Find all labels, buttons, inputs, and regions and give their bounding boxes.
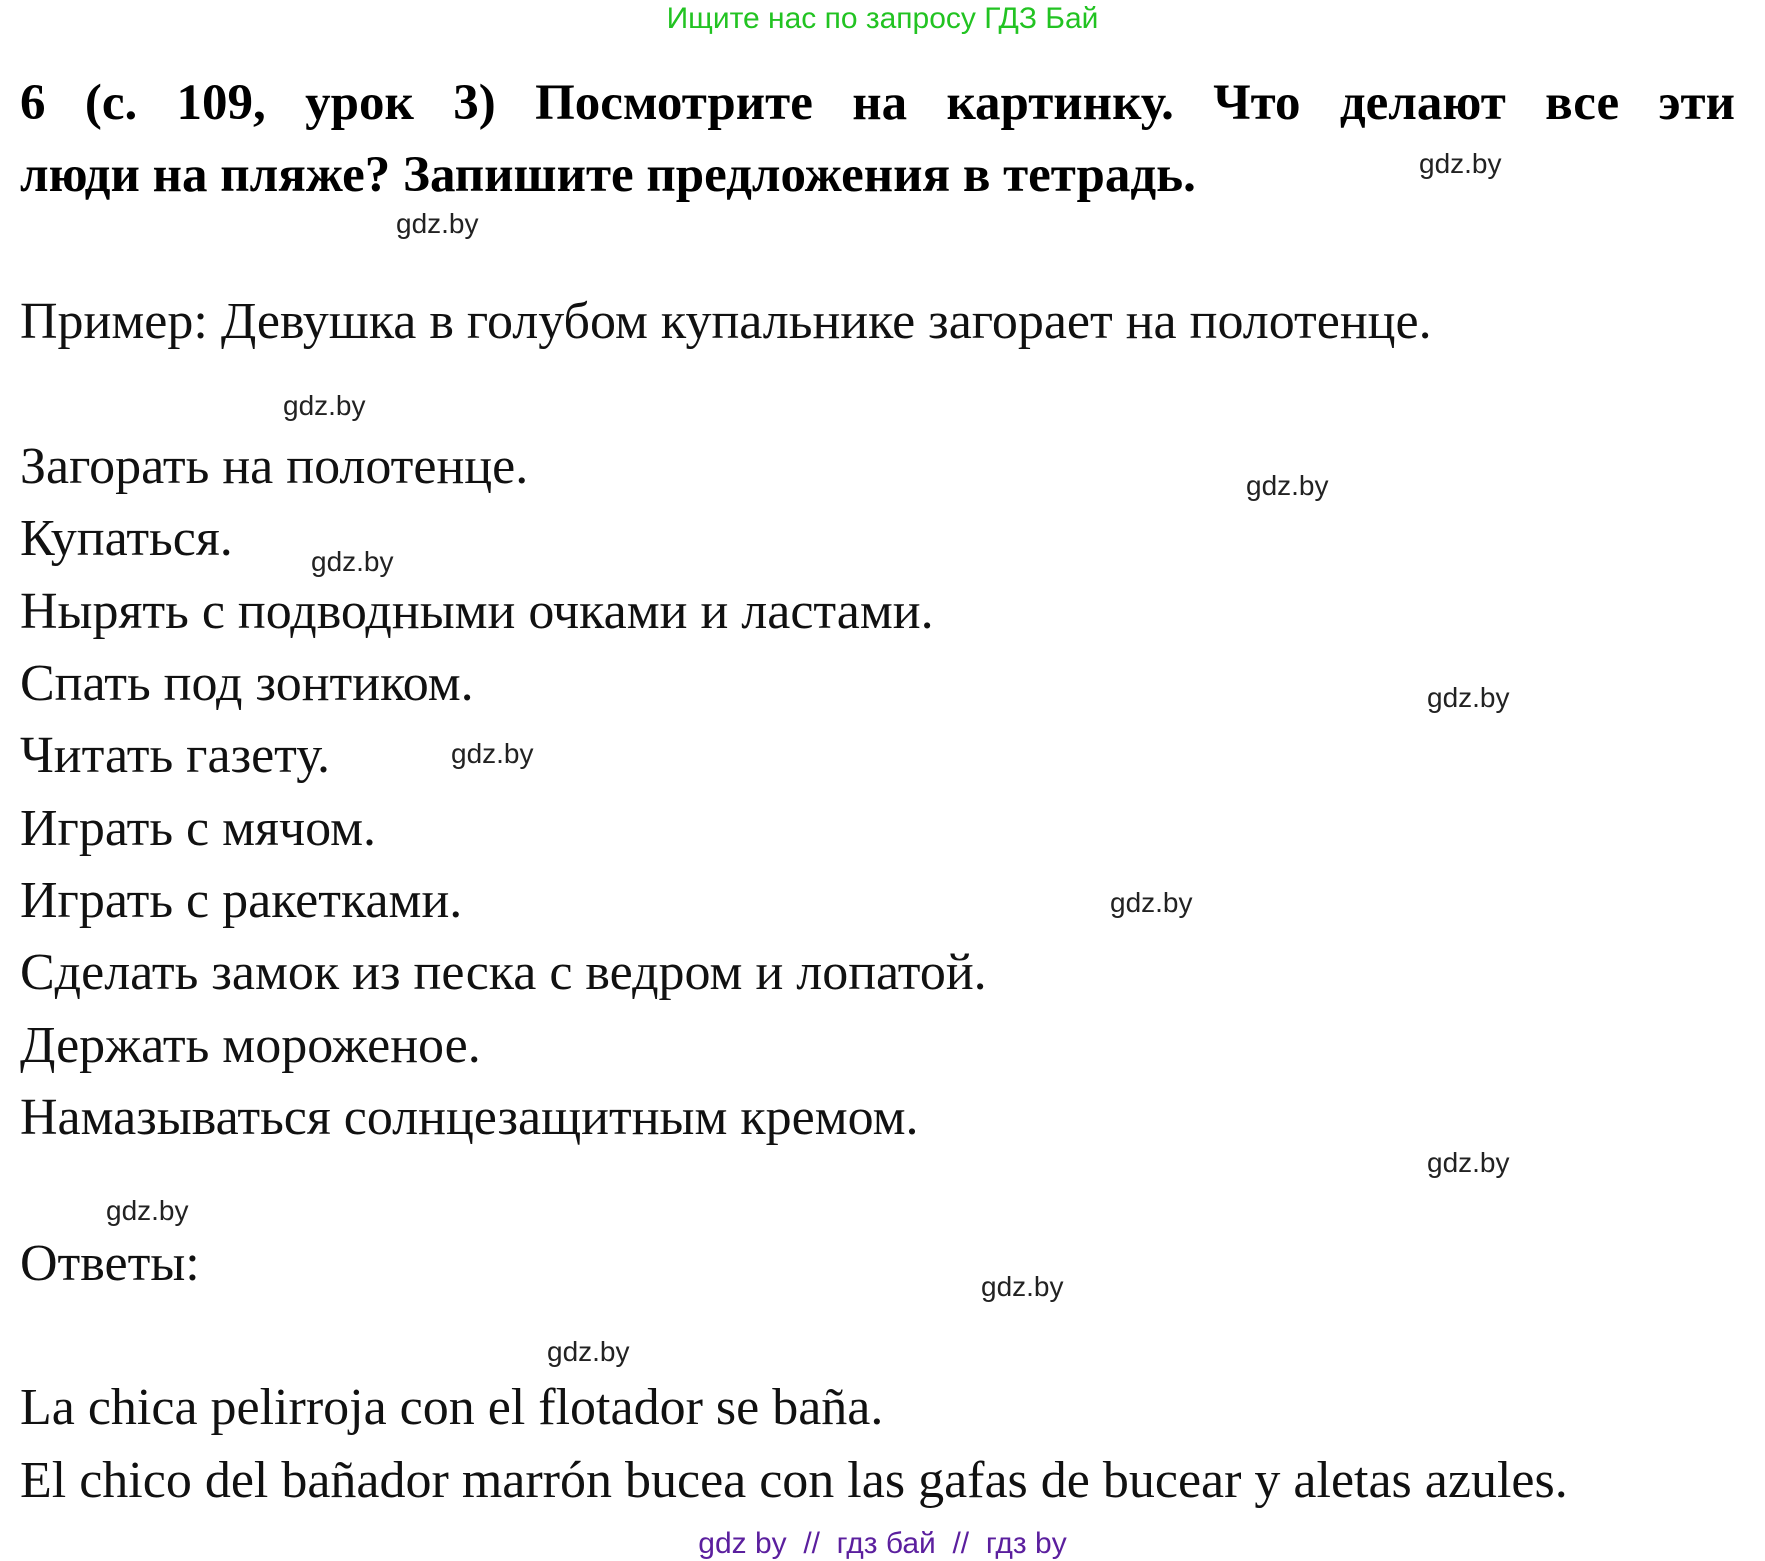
watermark: gdz.by: [1110, 887, 1193, 918]
answer-sentence: La chica pelirroja con el flotador se baña.: [20, 1379, 884, 1436]
watermark: gdz.by: [451, 738, 534, 769]
phrase-item: Играть с ракетками.: [20, 872, 463, 929]
task-title-line-2: люди на пляже? Запишите предложения в тетрадь.: [20, 147, 1196, 203]
watermark: gdz.by: [106, 1195, 189, 1226]
watermark: gdz.by: [981, 1271, 1064, 1302]
watermark: gdz.by: [396, 208, 479, 239]
search-hint-banner: Ищите нас по запросу ГДЗ Бай: [666, 2, 1099, 35]
watermark: gdz.by: [1419, 148, 1502, 179]
watermark: gdz.by: [547, 1336, 630, 1367]
phrase-item: Спать под зонтиком.: [20, 655, 474, 712]
task-title-line-1: 6 (с. 109, урок 3) Посмотрите на картинку. Что делают все эти: [20, 75, 1735, 131]
example-sentence: Пример: Девушка в голубом купальнике загорает на полотенце.: [20, 293, 1432, 350]
phrase-item: Сделать замок из песка с ведром и лопатой.: [20, 944, 987, 1001]
watermark: gdz.by: [311, 546, 394, 577]
phrase-item: Играть с мячом.: [20, 800, 377, 857]
phrase-item: Намазываться солнцезащитным кремом.: [20, 1089, 919, 1146]
watermark: gdz.by: [1246, 470, 1329, 501]
phrase-item: Купаться.: [20, 510, 233, 567]
phrase-item: Держать мороженое.: [20, 1017, 481, 1074]
phrase-item: Загорать на полотенце.: [20, 438, 529, 495]
answer-sentence: El chico del bañador marrón bucea con las gafas de bucear y aletas azules.: [20, 1452, 1568, 1509]
watermark: gdz.by: [283, 390, 366, 421]
answers-label: Ответы:: [20, 1235, 200, 1292]
watermark: gdz.by: [1427, 682, 1510, 713]
phrase-item: Нырять с подводными очками и ластами.: [20, 583, 934, 640]
phrase-item: Читать газету.: [20, 727, 331, 784]
footer-links: gdz by // гдз бай // гдз by: [698, 1527, 1067, 1560]
watermark: gdz.by: [1427, 1147, 1510, 1178]
